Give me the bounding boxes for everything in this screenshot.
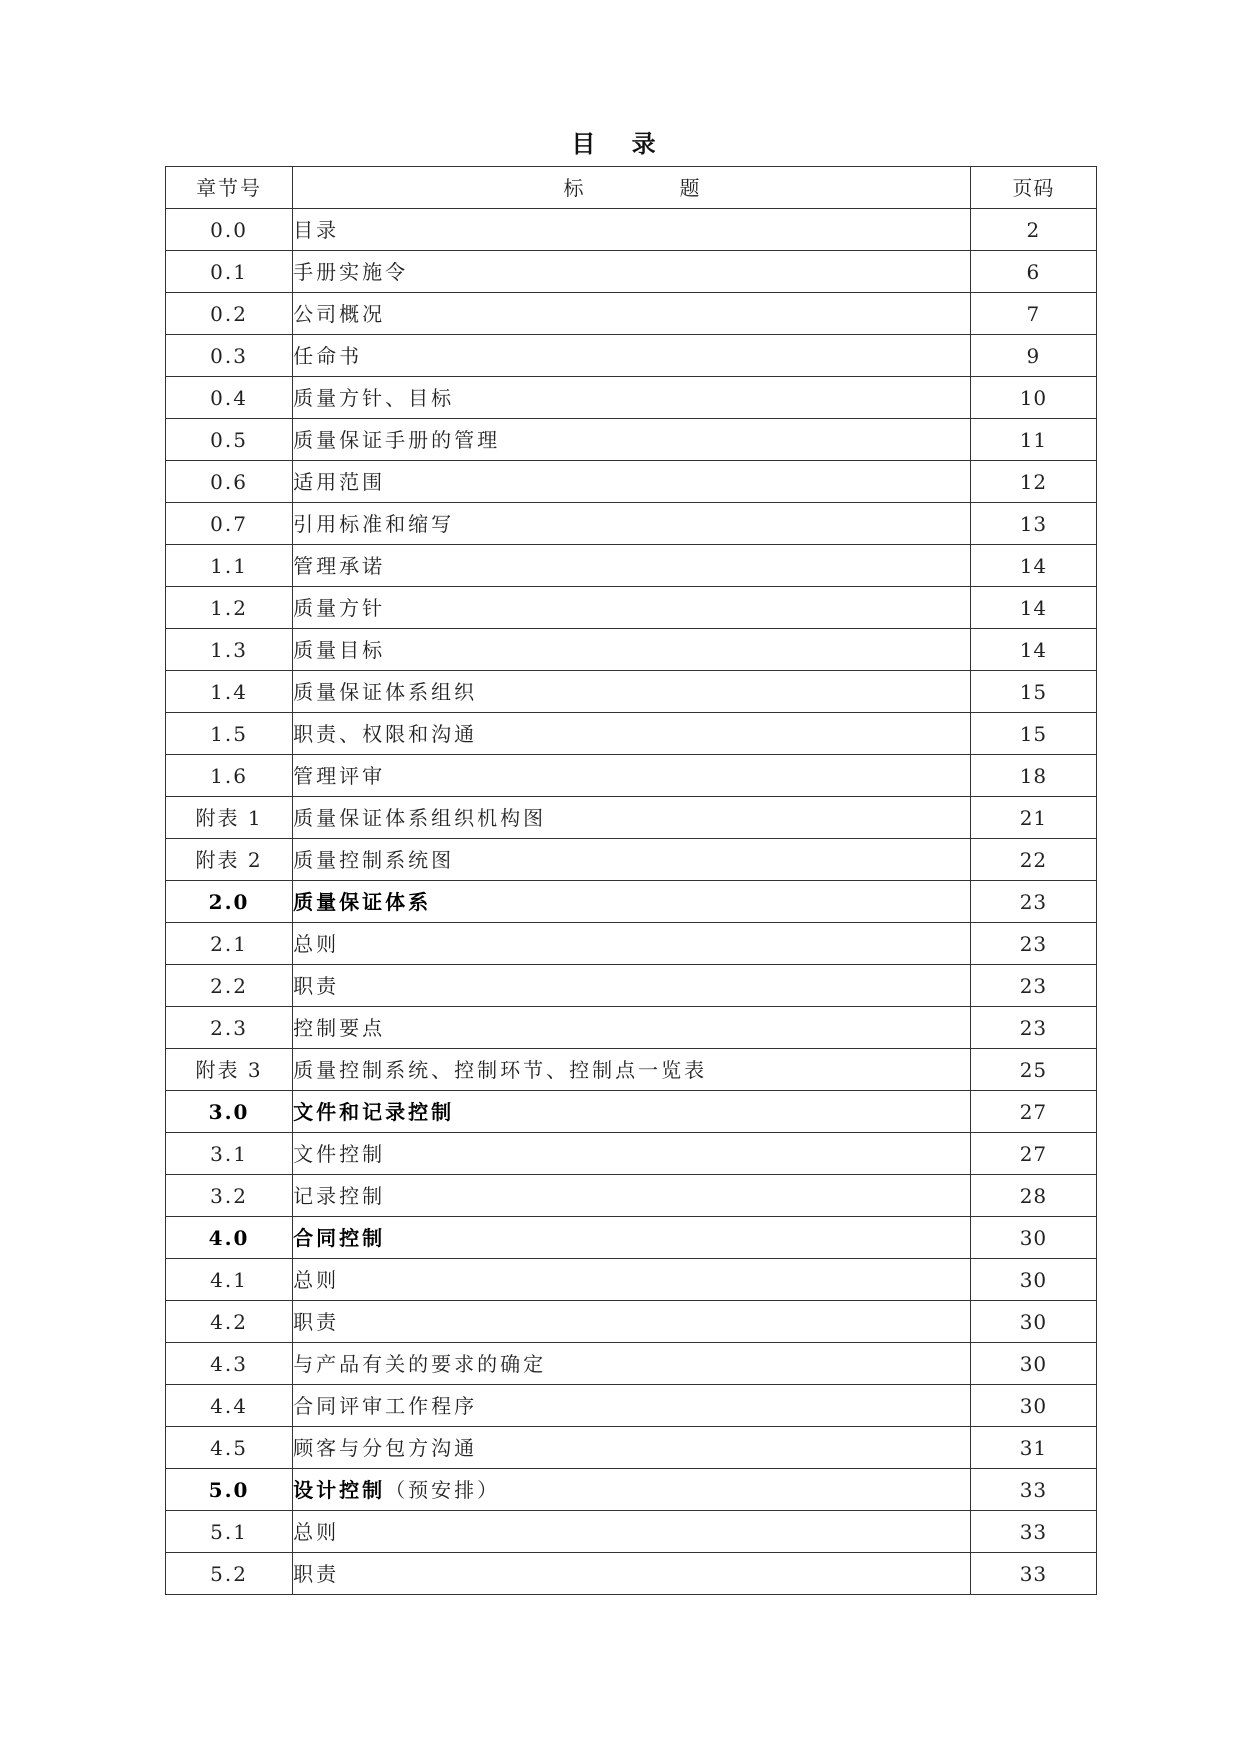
toc-row: [166, 1133, 1097, 1175]
toc-title-text: 职责: [293, 973, 340, 998]
toc-section-number: 1.3: [166, 629, 293, 671]
toc-section-number: 4.4: [166, 1385, 293, 1427]
toc-section-number: 3.1: [166, 1133, 293, 1175]
toc-title-text: 质量方针: [293, 595, 386, 620]
toc-section-title: [293, 1175, 971, 1217]
toc-title-text: 管理承诺: [293, 553, 386, 578]
toc-row: [166, 419, 1097, 461]
toc-title-text: 总则: [293, 1267, 340, 1292]
toc-page-number: 14: [970, 587, 1096, 629]
toc-title-text: 职责: [293, 1309, 340, 1334]
toc-row: [166, 1301, 1097, 1343]
toc-section-number: 0.5: [166, 419, 293, 461]
toc-title-text: 质量方针、目标: [293, 385, 455, 410]
toc-section-title: [293, 545, 971, 587]
toc-title-text: 总则: [293, 931, 340, 956]
toc-section-number: 1.5: [166, 713, 293, 755]
toc-row: [166, 461, 1097, 503]
toc-section-title: [293, 1511, 971, 1553]
toc-section-title: [293, 419, 971, 461]
toc-row: [166, 1343, 1097, 1385]
toc-section-title: [293, 293, 971, 335]
toc-section-title: [293, 1259, 971, 1301]
toc-section-title: [293, 923, 971, 965]
toc-section-title: [293, 1133, 971, 1175]
toc-row: [166, 1259, 1097, 1301]
toc-row: [166, 1091, 1097, 1133]
toc-row: [166, 671, 1097, 713]
page-title: 目 录: [571, 129, 670, 158]
toc-section-title: [293, 1301, 971, 1343]
toc-title-text: 手册实施令: [293, 259, 409, 284]
toc-section-number: 0.7: [166, 503, 293, 545]
toc-section-number: 0.6: [166, 461, 293, 503]
toc-title-text: 质量保证体系组织: [293, 679, 478, 704]
toc-title-text: 公司概况: [293, 301, 386, 326]
toc-title-text: 设计控制: [293, 1477, 386, 1502]
toc-page-number: 28: [970, 1175, 1096, 1217]
toc-page-number: 22: [970, 839, 1096, 881]
toc-page-number: 33: [970, 1511, 1096, 1553]
toc-page-number: 14: [970, 545, 1096, 587]
toc-section-number: 5.0: [166, 1469, 293, 1511]
toc-row: [166, 1427, 1097, 1469]
toc-row: [166, 545, 1097, 587]
toc-section-title: [293, 1469, 971, 1511]
toc-section-title: [293, 587, 971, 629]
toc-page-number: 27: [970, 1091, 1096, 1133]
toc-section-number: 1.4: [166, 671, 293, 713]
toc-section-title: [293, 713, 971, 755]
toc-row: [166, 1469, 1097, 1511]
toc-section-title: [293, 1427, 971, 1469]
toc-section-number: 2.2: [166, 965, 293, 1007]
toc-section-number: 0.1: [166, 251, 293, 293]
toc-page-number: 15: [970, 713, 1096, 755]
toc-section-title: [293, 251, 971, 293]
toc-section-title: [293, 1007, 971, 1049]
toc-page-number: 23: [970, 881, 1096, 923]
toc-section-title: [293, 461, 971, 503]
toc-row: [166, 293, 1097, 335]
toc-section-title: [293, 965, 971, 1007]
toc-row: [166, 1553, 1097, 1595]
toc-header-row: [166, 167, 1097, 209]
toc-page-number: 30: [970, 1217, 1096, 1259]
toc-title-text: 与产品有关的要求的确定: [293, 1351, 547, 1376]
toc-page-number: 31: [970, 1427, 1096, 1469]
toc-title-note: （预安排）: [385, 1477, 501, 1502]
toc-title-text: 适用范围: [293, 469, 386, 494]
toc-title-text: 质量保证手册的管理: [293, 427, 501, 452]
toc-page-number: 6: [970, 251, 1096, 293]
toc-row: [166, 503, 1097, 545]
toc-title-text: 职责: [293, 1561, 340, 1586]
toc-section-number: 2.0: [166, 881, 293, 923]
toc-section-title: [293, 377, 971, 419]
toc-section-number: 0.2: [166, 293, 293, 335]
toc-section-title: [293, 629, 971, 671]
toc-row: [166, 377, 1097, 419]
toc-page-number: 18: [970, 755, 1096, 797]
toc-page-number: 7: [970, 293, 1096, 335]
toc-section-number: 4.0: [166, 1217, 293, 1259]
toc-section-title: [293, 1553, 971, 1595]
toc-title-text: 合同控制: [293, 1225, 386, 1250]
toc-page-number: 9: [970, 335, 1096, 377]
toc-page-number: 33: [970, 1469, 1096, 1511]
toc-title-text: 质量保证体系: [293, 889, 432, 914]
toc-page-number: 27: [970, 1133, 1096, 1175]
toc-section-title: [293, 839, 971, 881]
toc-page-number: 10: [970, 377, 1096, 419]
toc-row: [166, 1007, 1097, 1049]
toc-title-text: 顾客与分包方沟通: [293, 1435, 478, 1460]
toc-section-title: [293, 797, 971, 839]
toc-row: [166, 713, 1097, 755]
toc-title-text: 合同评审工作程序: [293, 1393, 478, 1418]
toc-section-number: 0.3: [166, 335, 293, 377]
toc-section-number: 4.1: [166, 1259, 293, 1301]
toc-page-number: 14: [970, 629, 1096, 671]
toc-row: [166, 1049, 1097, 1091]
toc-section-number: 2.3: [166, 1007, 293, 1049]
toc-section-title: [293, 671, 971, 713]
toc-row: [166, 587, 1097, 629]
toc-section-title: [293, 335, 971, 377]
toc-section-title: [293, 209, 971, 251]
toc-section-title: [293, 1343, 971, 1385]
toc-page-number: 15: [970, 671, 1096, 713]
toc-page-number: 30: [970, 1301, 1096, 1343]
toc-section-number: 0.4: [166, 377, 293, 419]
toc-page-number: 25: [970, 1049, 1096, 1091]
toc-title-text: 文件和记录控制: [293, 1099, 455, 1124]
toc-title-text: 质量保证体系组织机构图: [293, 805, 547, 830]
toc-page-number: 33: [970, 1553, 1096, 1595]
toc-section-number: 4.2: [166, 1301, 293, 1343]
toc-section-number: 4.3: [166, 1343, 293, 1385]
toc-page-number: 23: [970, 1007, 1096, 1049]
toc-page-number: 23: [970, 923, 1096, 965]
header-title-left: 标: [563, 175, 584, 200]
toc-section-number: 5.2: [166, 1553, 293, 1595]
toc-page-number: 2: [970, 209, 1096, 251]
toc-row: [166, 1511, 1097, 1553]
toc-page-number: 11: [970, 419, 1096, 461]
toc-section-title: [293, 1049, 971, 1091]
toc-section-title: [293, 881, 971, 923]
toc-page-number: 30: [970, 1343, 1096, 1385]
toc-page-number: 12: [970, 461, 1096, 503]
toc-title-text: 总则: [293, 1519, 340, 1544]
header-page: 页码: [970, 167, 1096, 209]
toc-section-title: [293, 503, 971, 545]
toc-title-text: 记录控制: [293, 1183, 386, 1208]
toc-page-number: 23: [970, 965, 1096, 1007]
toc-section-number: 3.0: [166, 1091, 293, 1133]
toc-row: [166, 797, 1097, 839]
toc-section-number: 1.2: [166, 587, 293, 629]
toc-section-number: 5.1: [166, 1511, 293, 1553]
toc-page-number: 30: [970, 1259, 1096, 1301]
toc-section-title: [293, 1385, 971, 1427]
header-title-right: 题: [679, 175, 700, 200]
toc-title-text: 目录: [293, 217, 340, 242]
toc-row: [166, 965, 1097, 1007]
toc-section-number: 1.1: [166, 545, 293, 587]
toc-title-text: 管理评审: [293, 763, 386, 788]
toc-table: [165, 166, 1097, 1595]
toc-row: [166, 1175, 1097, 1217]
toc-section-number: 1.6: [166, 755, 293, 797]
toc-title-text: 引用标准和缩写: [293, 511, 455, 536]
toc-row: [166, 251, 1097, 293]
toc-section-number: 2.1: [166, 923, 293, 965]
toc-title-text: 质量目标: [293, 637, 386, 662]
toc-section-number: 附表 1: [166, 797, 293, 839]
toc-title-text: 职责、权限和沟通: [293, 721, 478, 746]
header-title: [293, 167, 971, 209]
toc-row: [166, 629, 1097, 671]
toc-section-title: [293, 1091, 971, 1133]
toc-title-text: 文件控制: [293, 1141, 386, 1166]
toc-section-number: 0.0: [166, 209, 293, 251]
toc-row: [166, 839, 1097, 881]
toc-body: [166, 209, 1097, 1595]
toc-section-title: [293, 1217, 971, 1259]
toc-row: [166, 923, 1097, 965]
toc-row: [166, 755, 1097, 797]
toc-title-text: 质量控制系统图: [293, 847, 455, 872]
toc-section-number: 3.2: [166, 1175, 293, 1217]
toc-title-text: 控制要点: [293, 1015, 386, 1040]
toc-page-number: 21: [970, 797, 1096, 839]
toc-title-text: 质量控制系统、控制环节、控制点一览表: [293, 1057, 708, 1082]
toc-row: [166, 881, 1097, 923]
toc-row: [166, 335, 1097, 377]
toc-row: [166, 1385, 1097, 1427]
toc-section-number: 4.5: [166, 1427, 293, 1469]
header-section-no: 章节号: [166, 167, 293, 209]
toc-section-title: [293, 755, 971, 797]
toc-page-number: 13: [970, 503, 1096, 545]
toc-section-number: 附表 2: [166, 839, 293, 881]
toc-section-number: 附表 3: [166, 1049, 293, 1091]
toc-title-text: 任命书: [293, 343, 363, 368]
toc-page-number: 30: [970, 1385, 1096, 1427]
toc-row: [166, 1217, 1097, 1259]
toc-row: [166, 209, 1097, 251]
